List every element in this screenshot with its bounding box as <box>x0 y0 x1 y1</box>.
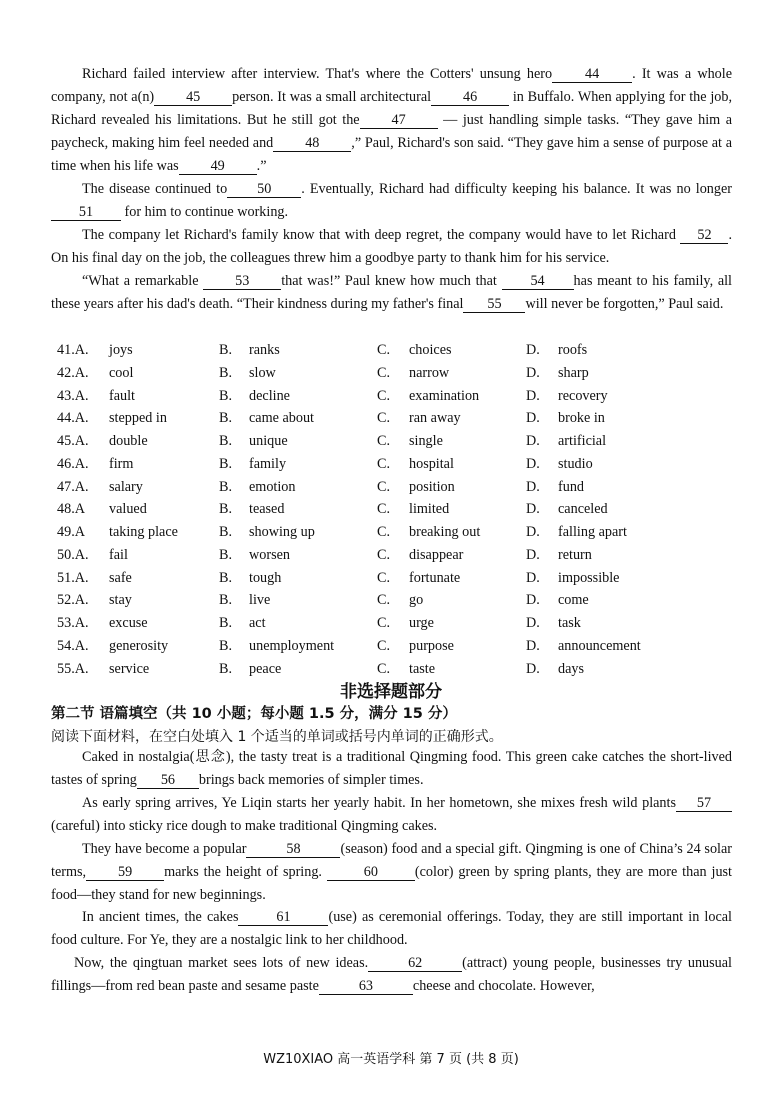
option-d-letter: D. <box>526 342 540 358</box>
question-number: 41.A. <box>57 342 89 358</box>
options-table <box>57 339 747 680</box>
option-b[interactable]: act <box>249 615 266 631</box>
option-d-letter: D. <box>526 569 540 586</box>
option-d-letter: D. <box>526 387 540 404</box>
option-row <box>57 385 747 408</box>
option-c-letter: C. <box>377 478 391 495</box>
option-c[interactable]: urge <box>409 615 434 631</box>
blank-44[interactable]: 44 <box>552 67 632 83</box>
option-b-letter: B. <box>219 455 233 472</box>
blank-52[interactable]: 52 <box>680 228 728 244</box>
option-a[interactable]: excuse <box>109 615 148 631</box>
option-row <box>57 498 747 521</box>
option-d-letter: D. <box>526 364 540 381</box>
option-d-letter: D. <box>526 524 540 540</box>
option-d[interactable]: impossible <box>558 569 620 586</box>
option-c-letter: C. <box>377 637 391 654</box>
option-a[interactable]: stay <box>109 592 132 609</box>
option-c-letter: C. <box>377 501 391 518</box>
option-d[interactable]: days <box>558 660 585 677</box>
option-c[interactable]: choices <box>409 342 452 358</box>
option-row <box>57 476 747 499</box>
option-d-letter: D. <box>526 478 540 495</box>
option-b[interactable]: came about <box>249 410 314 427</box>
option-d[interactable]: fund <box>558 478 585 495</box>
option-d[interactable]: return <box>558 546 592 563</box>
option-d-letter: D. <box>526 410 540 427</box>
blank-60[interactable]: 60 <box>327 865 415 881</box>
option-a[interactable]: safe <box>109 569 132 586</box>
question-number: 42.A. <box>57 364 89 381</box>
option-a[interactable]: service <box>109 660 150 677</box>
question-number: 48.A <box>57 501 85 518</box>
option-c-letter: C. <box>377 342 391 358</box>
passage1-paragraph4: “What a remarkable 53 that was!” Paul knew how much that 54 has meant to his family, all these years after his dad's death. “Their kindness during my father's final 55 will never be forgotten,” Paul said. <box>51 273 732 312</box>
passage2-paragraph1: Caked in nostalgia(思念), the tasty treat is a traditional Qingming food. This green cake catches the short-lived tastes of spring 56 brings back memories of simpler times. <box>51 749 732 788</box>
section-instruction: 阅读下面材料，在空白处填入 1 个适当的单词或括号内单词的正确形式。 <box>51 729 503 745</box>
option-d[interactable]: falling apart <box>558 524 627 540</box>
blank-62[interactable]: 62 <box>368 956 462 972</box>
option-d-letter: D. <box>526 660 540 677</box>
option-row <box>57 407 747 430</box>
option-b[interactable]: unemployment <box>249 637 335 654</box>
blank-59[interactable]: 59 <box>86 865 164 881</box>
question-number: 44.A. <box>57 410 89 427</box>
question-number: 52.A. <box>57 592 89 609</box>
option-d-letter: D. <box>526 501 540 518</box>
option-a[interactable]: joys <box>109 342 133 358</box>
option-b-letter: B. <box>219 637 233 654</box>
option-c-letter: C. <box>377 592 391 609</box>
option-d-letter: D. <box>526 615 540 631</box>
blank-53[interactable]: 53 <box>203 274 281 290</box>
blank-50[interactable]: 50 <box>227 182 301 198</box>
option-d-letter: D. <box>526 592 540 609</box>
option-b[interactable]: live <box>249 592 271 609</box>
option-c-letter: C. <box>377 569 391 586</box>
option-c[interactable]: limited <box>409 501 450 518</box>
blank-49[interactable]: 49 <box>179 159 257 175</box>
option-c[interactable]: breaking out <box>409 524 481 540</box>
option-c-letter: C. <box>377 524 391 540</box>
option-b-letter: B. <box>219 433 233 449</box>
option-b-letter: B. <box>219 478 233 495</box>
option-a[interactable]: stepped in <box>109 410 167 427</box>
option-b[interactable]: peace <box>249 660 282 677</box>
option-b[interactable]: decline <box>249 387 290 404</box>
blank-57[interactable]: 57 <box>676 796 732 812</box>
blank-54[interactable]: 54 <box>502 274 574 290</box>
option-d[interactable]: recovery <box>558 387 608 404</box>
option-b[interactable]: family <box>249 455 287 472</box>
option-b-letter: B. <box>219 387 233 404</box>
option-b-letter: B. <box>219 569 233 586</box>
option-d-letter: D. <box>526 546 540 563</box>
option-a[interactable]: fault <box>109 387 135 404</box>
option-c[interactable]: taste <box>409 660 435 677</box>
blank-61[interactable]: 61 <box>238 910 328 926</box>
option-b-letter: B. <box>219 501 233 518</box>
option-b-letter: B. <box>219 364 233 381</box>
option-d[interactable]: task <box>558 615 581 631</box>
question-number: 46.A. <box>57 455 89 472</box>
option-c-letter: C. <box>377 615 391 631</box>
option-row <box>57 521 747 544</box>
option-b[interactable]: teased <box>249 501 285 518</box>
section-heading: 第二节 语篇填空（共 10 小题；每小题 1.5 分，满分 15 分） <box>51 706 457 722</box>
option-c[interactable]: fortunate <box>409 569 461 586</box>
option-row <box>57 612 747 635</box>
option-b[interactable]: tough <box>249 569 282 586</box>
option-d[interactable]: sharp <box>558 364 589 381</box>
option-c-letter: C. <box>377 455 391 472</box>
option-b-letter: B. <box>219 615 233 631</box>
option-c[interactable]: go <box>409 592 424 609</box>
option-a[interactable]: salary <box>109 478 143 495</box>
option-d[interactable]: roofs <box>558 342 588 358</box>
option-row <box>57 362 747 385</box>
option-c[interactable]: hospital <box>409 455 454 472</box>
passage2-paragraph5: Now, the qingtuan market sees lots of new ideas. 62 (attract) young people, businesses try unusual fillings—from red bean paste and sesame paste 63 cheese and chocolate. However, <box>51 955 732 994</box>
option-d-letter: D. <box>526 455 540 472</box>
option-c[interactable]: ran away <box>409 410 461 427</box>
option-d[interactable]: announcement <box>558 637 641 654</box>
option-b[interactable]: worsen <box>249 546 290 563</box>
option-row <box>57 339 747 362</box>
option-a[interactable]: generosity <box>109 637 169 654</box>
option-row <box>57 567 747 590</box>
option-c-letter: C. <box>377 410 391 427</box>
passage1-paragraph3: The company let Richard's family know that with deep regret, the company would have to let Richard 52 . On his final day on the job, the colleagues threw him a goodbye party to thank him for his service. <box>51 227 732 266</box>
question-number: 49.A <box>57 524 85 540</box>
option-a[interactable]: cool <box>109 364 134 381</box>
option-a[interactable]: taking place <box>109 524 178 540</box>
passage1-paragraph1: Richard failed interview after interview. That's where the Cotters' unsung hero 44 . It was a whole company, not a(n) 45 person. It was a small architectural 46 in Buffalo. When applying for the job, Richard revealed his limitations. But he still got the 47 — just handling simple tasks. “They gave him a paycheck, making him feel needed and 48 ,” Paul, Richard's son said. “They gave him a sense of purpose at a time when his life was 49 .” <box>51 66 733 174</box>
option-row <box>57 453 747 476</box>
option-row <box>57 544 747 567</box>
blank-45[interactable]: 45 <box>154 90 232 106</box>
blank-63[interactable]: 63 <box>319 979 413 995</box>
blank-58[interactable]: 58 <box>246 842 340 858</box>
option-b[interactable]: unique <box>249 433 288 449</box>
option-a[interactable]: valued <box>109 501 147 518</box>
question-number: 51.A. <box>57 569 89 586</box>
option-b[interactable]: emotion <box>249 478 296 495</box>
section-title: 非选择题部分 <box>340 682 442 702</box>
option-c[interactable]: narrow <box>409 364 450 381</box>
passage2-paragraph2: As early spring arrives, Ye Liqin starts her yearly habit. In her hometown, she mixes fresh wild plants 57(careful) into sticky rice dough to make traditional Qingming cakes. <box>51 792 732 838</box>
option-b[interactable]: showing up <box>249 524 315 540</box>
option-c[interactable]: disappear <box>409 546 464 563</box>
blank-46[interactable]: 46 <box>431 90 509 106</box>
question-number: 43.A. <box>57 387 89 404</box>
option-c-letter: C. <box>377 660 391 677</box>
option-b-letter: B. <box>219 342 233 358</box>
option-row <box>57 635 747 658</box>
option-d[interactable]: artificial <box>558 433 607 449</box>
question-number: 55.A. <box>57 660 89 677</box>
option-a[interactable]: double <box>109 433 148 449</box>
question-number: 50.A. <box>57 546 89 563</box>
option-d[interactable]: come <box>558 592 589 609</box>
option-row <box>57 589 747 612</box>
option-c-letter: C. <box>377 387 391 404</box>
option-b[interactable]: slow <box>249 364 276 381</box>
option-b-letter: B. <box>219 410 233 427</box>
option-b-letter: B. <box>219 660 233 677</box>
question-number: 47.A. <box>57 478 89 495</box>
passage2-paragraph4: In ancient times, the cakes 61 (use) as ceremonial offerings. Today, they are still important in local food culture. For Ye, they are a nostalgic link to her childhood. <box>51 909 732 948</box>
option-d[interactable]: canceled <box>558 501 608 518</box>
option-c[interactable]: position <box>409 478 455 495</box>
option-a[interactable]: fail <box>109 546 128 563</box>
blank-51[interactable]: 51 <box>51 205 121 221</box>
option-c[interactable]: single <box>409 433 443 449</box>
option-a[interactable]: firm <box>109 455 134 472</box>
blank-47[interactable]: 47 <box>360 113 438 129</box>
option-d-letter: D. <box>526 637 540 654</box>
passage2-paragraph3: They have become a popular 58 (season) food and a special gift. Qingming is one of China’s 24 solar terms, 59 marks the height of spring. 60 (color) green by spring plants, they are more than just food—they stand for new beginnings. <box>51 841 732 903</box>
option-d[interactable]: studio <box>558 455 593 472</box>
option-c[interactable]: examination <box>409 387 480 404</box>
option-c[interactable]: purpose <box>409 637 454 654</box>
option-b-letter: B. <box>219 524 233 540</box>
option-c-letter: C. <box>377 546 391 563</box>
blank-55[interactable]: 55 <box>463 297 525 313</box>
option-b-letter: B. <box>219 546 233 563</box>
question-number: 45.A. <box>57 433 89 449</box>
question-number: 53.A. <box>57 615 89 631</box>
page-footer: WZ10XIAO 高一英语学科 第 7 页 (共 8 页) <box>263 1052 519 1067</box>
blank-56[interactable]: 56 <box>137 773 199 789</box>
option-d-letter: D. <box>526 433 540 449</box>
option-c-letter: C. <box>377 364 391 381</box>
option-c-letter: C. <box>377 433 391 449</box>
question-number: 54.A. <box>57 637 89 654</box>
option-row <box>57 430 747 453</box>
option-d[interactable]: broke in <box>558 410 605 427</box>
passage1-paragraph2: The disease continued to 50 . Eventually, Richard had difficulty keeping his balance. It was no longer51 for him to continue working. <box>51 178 732 224</box>
blank-48[interactable]: 48 <box>273 136 351 152</box>
option-b[interactable]: ranks <box>249 342 280 358</box>
option-b-letter: B. <box>219 592 233 609</box>
